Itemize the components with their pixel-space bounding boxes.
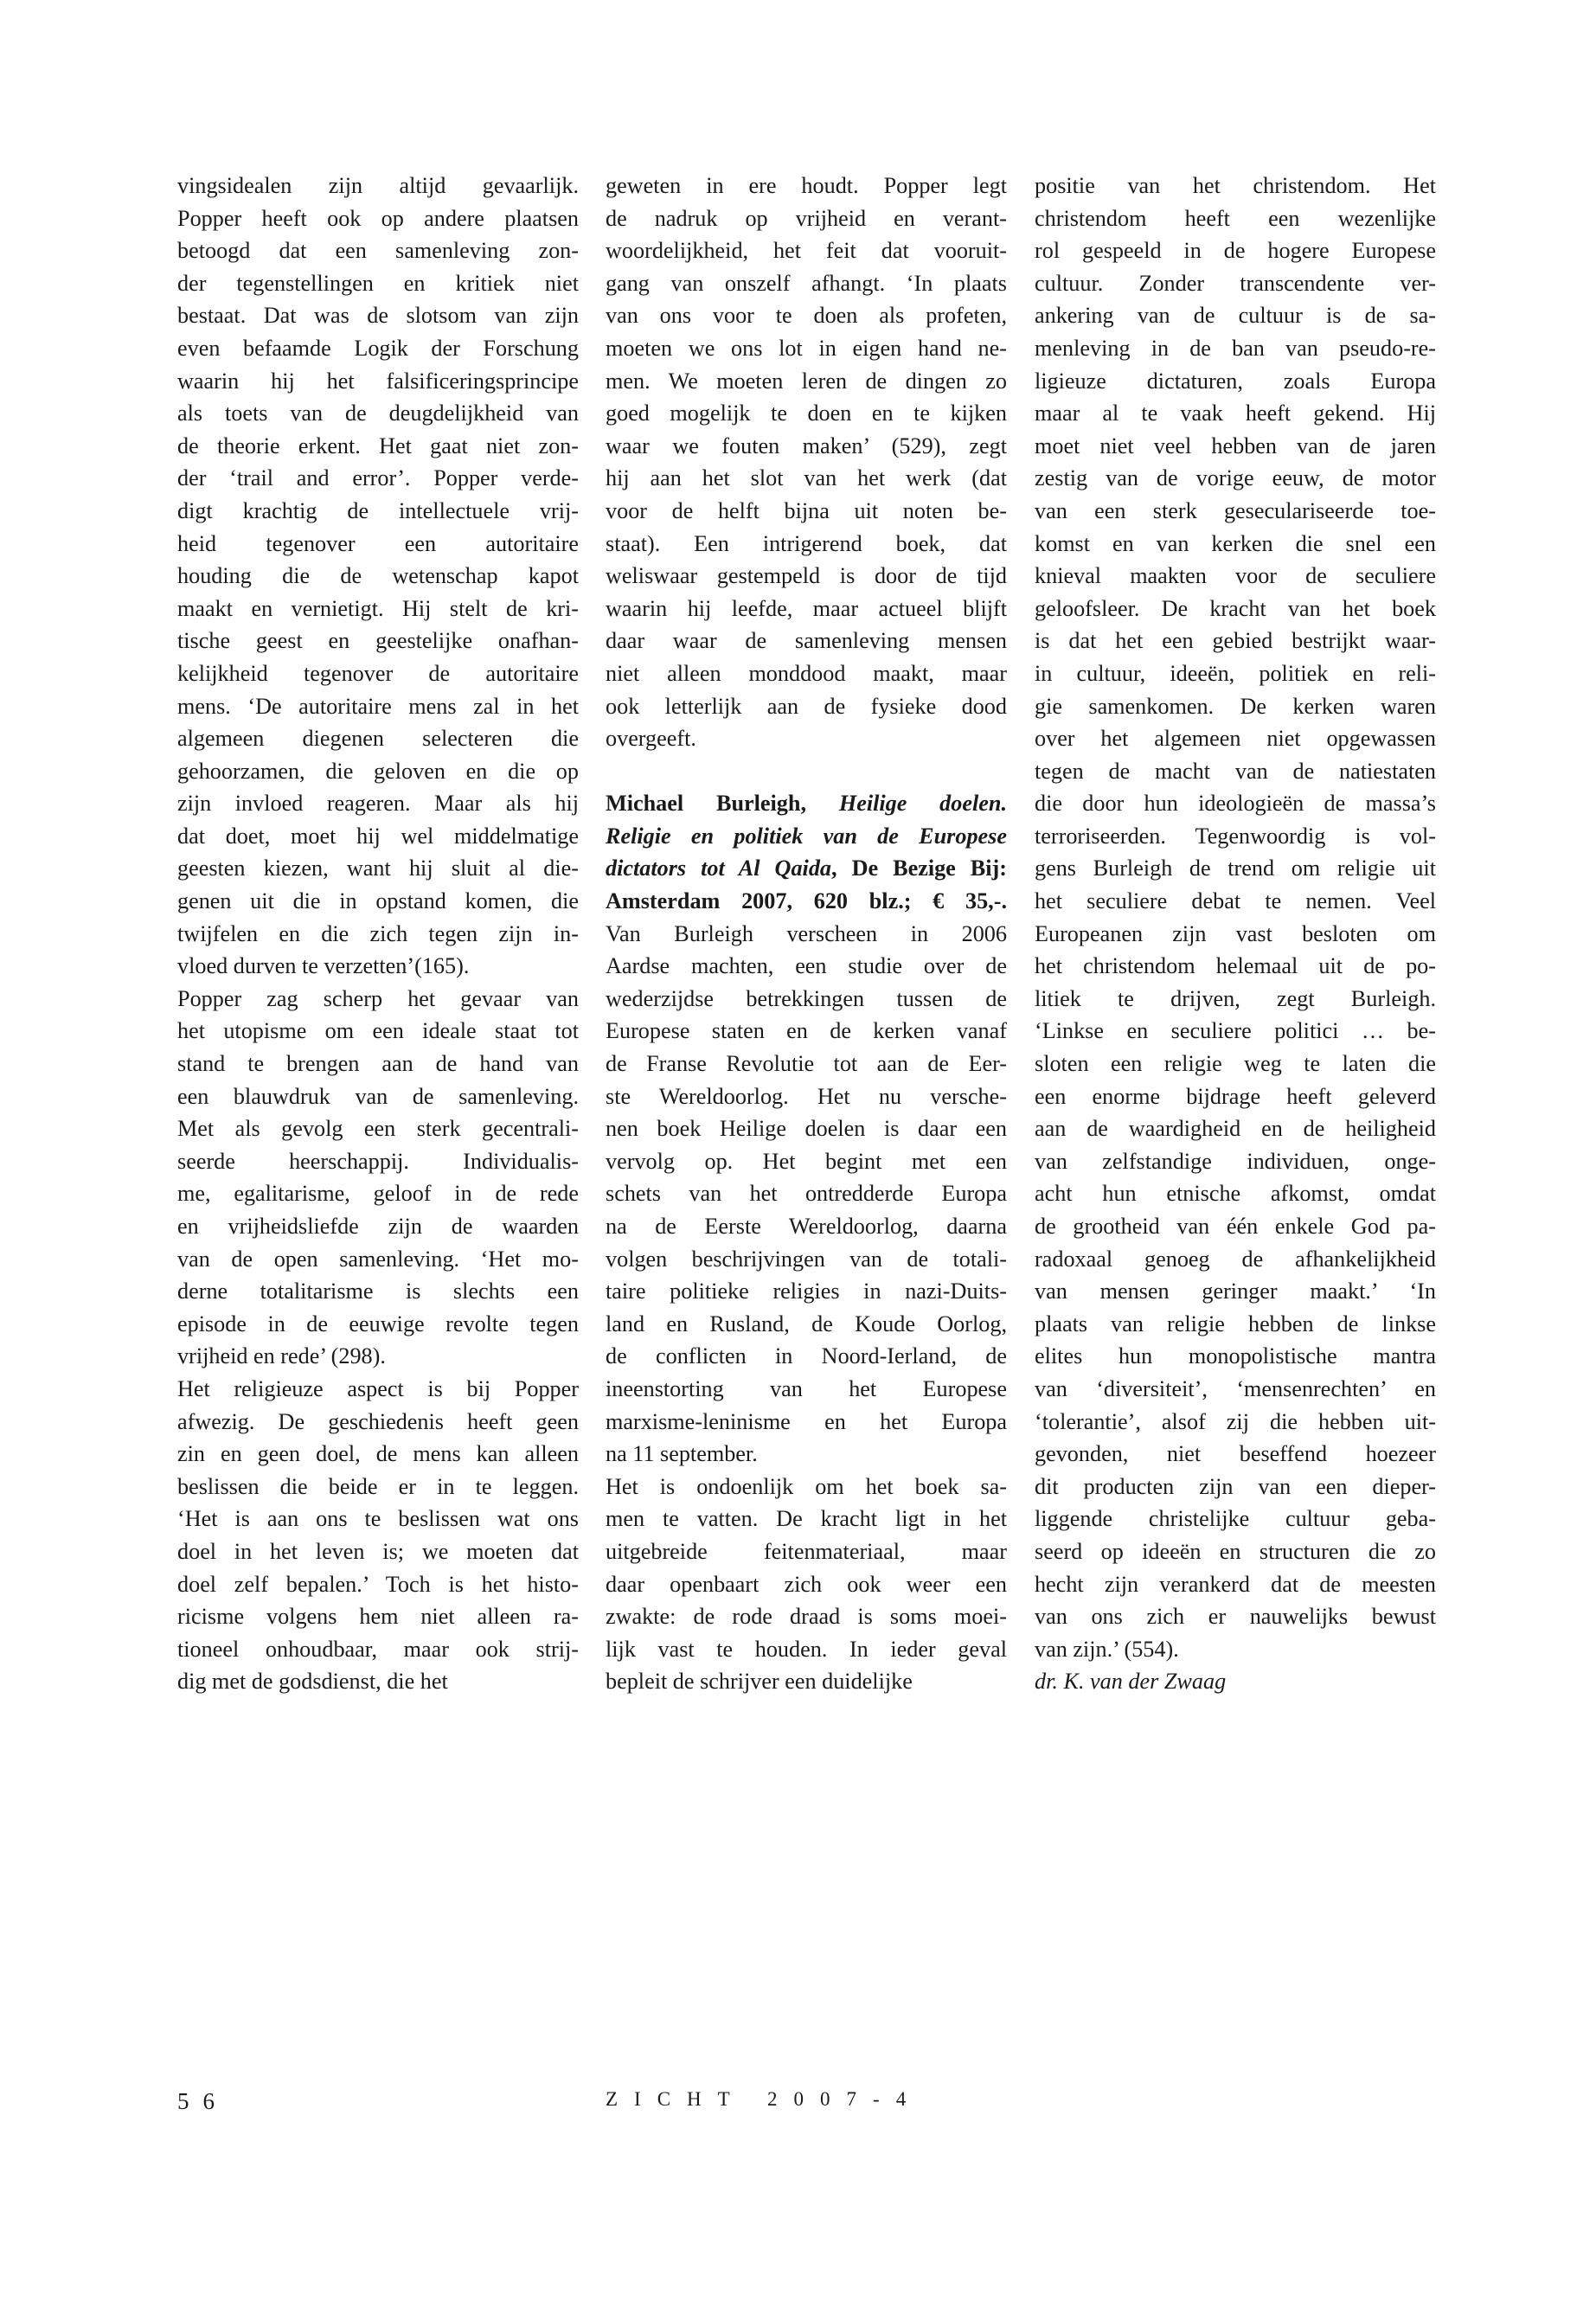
text-line: komst en van kerken die snel een [1035,530,1436,556]
text-line: voor de helft bijna uit noten be- [606,497,1007,523]
text-line: de conflicten in Noord-Ierland, de [606,1343,1007,1369]
text-line: de theorie erkent. Het gaat niet zon- [177,433,579,458]
column-middle [606,170,1007,1698]
text-line: seerde heerschappij. Individualis- [177,1148,579,1174]
text-line: dig met de godsdienst, die het [177,1669,448,1695]
text-line: betoogd dat een samenleving zon- [177,238,579,264]
citation-title: dictators tot Al Qaida [606,856,832,881]
text-line: cultuur. Zonder transcendente ver- [1035,270,1436,296]
text-line: doel zelf bepalen.’ Toch is het histo- [177,1571,579,1597]
text-line: overgeeft. [606,726,696,752]
text-line: elites hun monopolistische mantra [1035,1343,1436,1369]
text-line: heid tegenover een autoritaire [177,530,579,556]
column-right [1035,170,1436,1698]
text-line: taire politieke religies in nazi-Duits- [606,1279,1007,1304]
text-line: de grootheid van één enkele God pa- [1035,1214,1436,1239]
text-line: houding die de wetenschap kapot [177,563,579,589]
text-line: der ‘trail and error’. Popper verde- [177,465,579,491]
text-line: dit producten zijn van een dieper- [1035,1473,1436,1499]
text-line: Aardse machten, een studie over de [606,953,1007,979]
text-line: hij aan het slot van het werk (dat [606,465,1007,491]
text-line: ‘Linkse en seculiere politici … be- [1035,1018,1436,1044]
text-line: goed mogelijk te doen en te kijken [606,401,1007,426]
text-line: van ‘diversiteit’, ‘mensenrechten’ en [1035,1375,1436,1401]
text-line: tische geest en geestelijke onafhan- [177,628,579,654]
text-line: christendom heeft een wezenlijke [1035,205,1436,231]
text-line: gang van onszelf afhangt. ‘In plaats [606,270,1007,296]
text-line: plaats van religie hebben de linkse [1035,1311,1436,1336]
text-line: lijk vast te houden. In ieder geval [606,1636,1007,1662]
text-line: die door hun ideologieën de massa’s [1035,791,1436,817]
text-line: Popper zag scherp het gevaar van [177,985,579,1011]
text-line: van mensen geringer maakt.’ ‘In [1035,1279,1436,1304]
text-line: van de open samenleving. ‘Het mo- [177,1246,579,1272]
text-line: bepleit de schrijver een duidelijke [606,1669,913,1695]
text-line: daar waar de samenleving mensen [606,628,1007,654]
text-line: van zijn.’ (554). [1035,1636,1179,1662]
text-line: digt krachtig de intellectuele vrij- [177,497,579,523]
text-line: twijfelen en die zich tegen zijn in- [177,920,579,946]
text-line: zin en geen doel, de mens kan alleen [177,1441,579,1467]
text-line: gens Burleigh de trend om religie uit [1035,856,1436,881]
text-line: Het is ondoenlijk om het boek sa- [606,1473,1007,1499]
text-line: staat). Een intrigerend boek, dat [606,530,1007,556]
review-continuation [606,170,1007,755]
review-body [606,918,1007,1698]
text-line: gie samenkomen. De kerken waren [1035,693,1436,719]
text-line: ineenstorting van het Europese [606,1375,1007,1401]
text-line: land en Rusland, de Koude Oorlog, [606,1311,1007,1336]
text-line: na 11 september. [606,1441,758,1467]
text-line: litiek te drijven, zegt Burleigh. [1035,985,1436,1011]
text-line: geweten in ere houdt. Popper legt [606,173,1007,198]
citation-title: Heilige doelen. [838,791,1007,817]
text-line: moeten we ons lot in eigen hand ne- [606,335,1007,361]
text-line: ste Wereldoorlog. Het nu versche- [606,1083,1007,1109]
text-line: van ons zich er nauwelijks bewust [1035,1604,1436,1630]
text-line: gevonden, niet beseffend hoezeer [1035,1441,1436,1467]
text-line: men. We moeten leren de dingen zo [606,368,1007,394]
text-line: na de Eerste Wereldoorlog, daarna [606,1214,1007,1239]
text-line: mens. ‘De autoritaire mens zal in het [177,693,579,719]
text-line: dat doet, moet hij wel middelmatige [177,823,579,849]
text-line: geloofsleer. De kracht van het boek [1035,595,1436,621]
text-line: Europeanen zijn vast besloten om [1035,920,1436,946]
text-line: als toets van de deugdelijkheid van [177,401,579,426]
review-body [1035,170,1436,1665]
text-line: van ons voor te doen als profeten, [606,303,1007,329]
text-line: episode in de eeuwige revolte tegen [177,1311,579,1336]
text-line: vloed durven te verzetten’(165). [177,953,470,979]
text-line: maar al te vaak heeft gekend. Hij [1035,401,1436,426]
text-line: daar openbaart zich ook weer een [606,1571,1007,1597]
text-line: Van Burleigh verscheen in 2006 [606,920,1007,946]
citation-title: Religie en politiek van de Europese [606,823,1007,849]
running-title: ZICHT 2007-4 [606,2088,923,2110]
text-line: beslissen die beide er in te leggen. [177,1473,579,1499]
text-line: tegen de macht van de natiestaten [1035,758,1436,784]
text-line: marxisme-leninisme en het Europa [606,1408,1007,1434]
text-line: uitgebreide feitenmateriaal, maar [606,1538,1007,1564]
text-line: moet niet veel hebben van de jaren [1035,433,1436,458]
text-line: terroriseerden. Tegenwoordig is vol- [1035,823,1436,849]
text-line: waarin hij het falsificeringsprincipe [177,368,579,394]
text-line: niet alleen monddood maakt, maar [606,660,1007,686]
text-line: zijn invloed reageren. Maar als hij [177,791,579,817]
text-line: Het religieuze aspect is bij Popper [177,1375,579,1401]
text-line: vervolg op. Het begint met een [606,1148,1007,1174]
citation-publisher: Amsterdam 2007, 620 blz.; € 35,-. [606,888,1007,914]
text-line: Met als gevolg een sterk gecentrali- [177,1116,579,1142]
text-line: een enorme bijdrage heeft geleverd [1035,1083,1436,1109]
text-line: vingsidealen zijn altijd gevaarlijk. [177,173,579,198]
text-line: rol gespeeld in de hogere Europese [1035,238,1436,264]
text-line: derne totalitarisme is slechts een [177,1279,579,1304]
text-line: stand te brengen aan de hand van [177,1051,579,1077]
text-line: geesten kiezen, want hij sluit al die- [177,856,579,881]
text-line: positie van het christendom. Het [1035,173,1436,198]
citation-author: Michael Burleigh, [606,791,807,817]
text-line: wederzijdse betrekkingen tussen de [606,985,1007,1011]
text-line: Europese staten en de kerken vanaf [606,1018,1007,1044]
text-line: Popper heeft ook op andere plaatsen [177,205,579,231]
text-line: het christendom helemaal uit de po- [1035,953,1436,979]
citation-publisher: , De Bezige Bij: [831,856,1007,881]
text-line: ligieuze dictaturen, zoals Europa [1035,368,1436,394]
text-line: men te vatten. De kracht ligt in het [606,1506,1007,1532]
text-line: de Franse Revolutie tot aan de Eer- [606,1051,1007,1077]
text-line: kelijkheid tegenover de autoritaire [177,660,579,686]
text-line: sloten een religie weg te laten die [1035,1051,1436,1077]
text-line: van een sterk geseculariseerde toe- [1035,497,1436,523]
page-number: 56 [177,2088,228,2114]
text-line: ook letterlijk aan de fysieke dood [606,693,1007,719]
text-line: menleving in de ban van pseudo-re- [1035,335,1436,361]
text-line: woordelijkheid, het feit dat vooruit- [606,238,1007,264]
text-line: knieval maakten voor de seculiere [1035,563,1436,589]
text-line: seerd op ideeën en structuren die zo [1035,1538,1436,1564]
text-line: en vrijheidsliefde zijn de waarden [177,1214,579,1239]
text-line: schets van het ontredderde Europa [606,1181,1007,1207]
text-line: maakt en vernietigt. Hij stelt de kri- [177,595,579,621]
text-line: het seculiere debat te nemen. Veel [1035,888,1436,914]
text-line: de nadruk op vrijheid en verant- [606,205,1007,231]
text-line: waarin hij leefde, maar actueel blijft [606,595,1007,621]
text-line: een blauwdruk van de samenleving. [177,1083,579,1109]
text-line: even befaamde Logik der Forschung [177,335,579,361]
book-citation [606,787,1007,917]
text-line: ‘Het is aan ons te beslissen wat ons [177,1506,579,1532]
text-line: acht hun etnische afkomst, omdat [1035,1181,1436,1207]
text-line: aan de waardigheid en de heiligheid [1035,1116,1436,1142]
text-line: volgen beschrijvingen van de totali- [606,1246,1007,1272]
text-line: me, egalitarisme, geloof in de rede [177,1181,579,1207]
text-line: der tegenstellingen en kritiek niet [177,270,579,296]
paragraph-gap [606,755,1007,788]
text-line: algemeen diegenen selecteren die [177,726,579,752]
author-signature: dr. K. van der Zwaag [1035,1669,1227,1695]
text-line: bestaat. Dat was de slotsom van zijn [177,303,579,329]
text-line: zestig van de vorige eeuw, de motor [1035,465,1436,491]
text-line: vrijheid en rede’ (298). [177,1343,386,1369]
column-left [177,170,579,1698]
text-line: ricisme volgens hem niet alleen ra- [177,1604,579,1630]
text-line: tioneel onhoudbaar, maar ook strij- [177,1636,579,1662]
text-line: van zelfstandige individuen, onge- [1035,1148,1436,1174]
text-line: ankering van de cultuur is de sa- [1035,303,1436,329]
text-line: in cultuur, ideeën, politiek en reli- [1035,660,1436,686]
text-line: nen boek Heilige doelen is daar een [606,1116,1007,1142]
text-line: weliswaar gestempeld is door de tijd [606,563,1007,589]
text-line: waar we fouten maken’ (529), zegt [606,433,1007,458]
text-line: ‘tolerantie’, alsof zij die hebben uit- [1035,1408,1436,1434]
text-line: liggende christelijke cultuur geba- [1035,1506,1436,1532]
text-line: radoxaal genoeg de afhankelijkheid [1035,1246,1436,1272]
text-line: doel in het leven is; we moeten dat [177,1538,579,1564]
text-line: hecht zijn verankerd dat de meesten [1035,1571,1436,1597]
text-line: is dat het een gebied bestrijkt waar- [1035,628,1436,654]
text-line: het utopisme om een ideale staat tot [177,1018,579,1044]
text-line: zwakte: de rode draad is soms moei- [606,1604,1007,1630]
text-line: gehoorzamen, die geloven en die op [177,758,579,784]
text-line: over het algemeen niet opgewassen [1035,726,1436,752]
text-line: genen uit die in opstand komen, die [177,888,579,914]
text-line: afwezig. De geschiedenis heeft geen [177,1408,579,1434]
